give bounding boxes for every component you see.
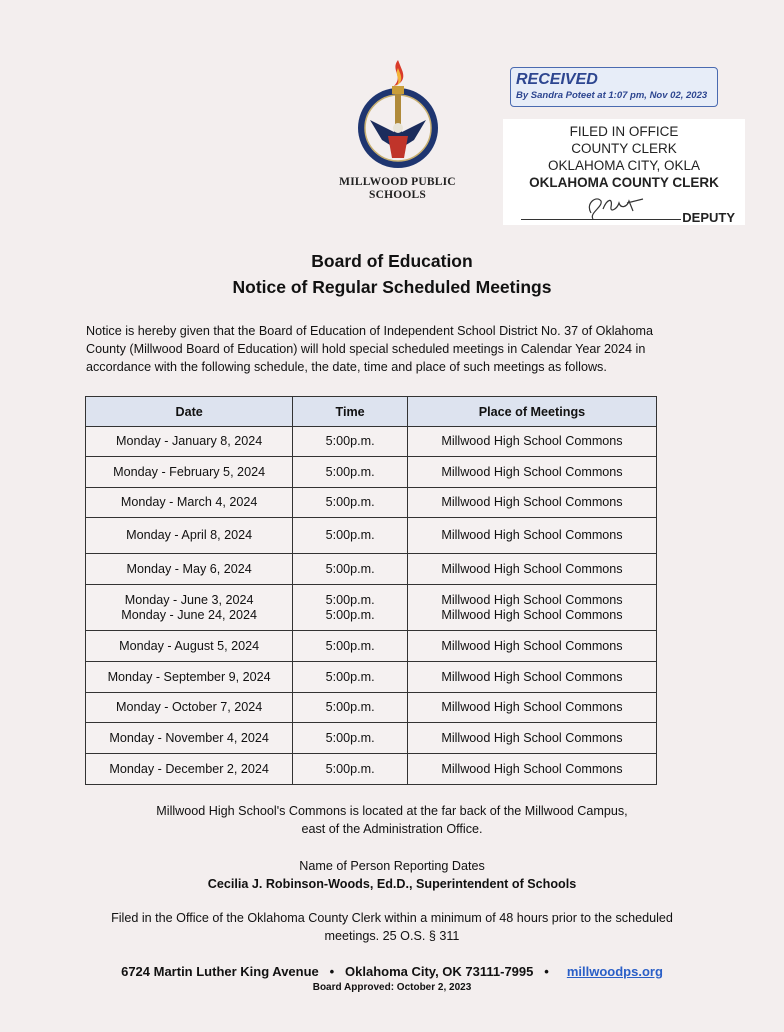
location-note-line1: Millwood High School's Commons is located at the far back of the Millwood Campus, xyxy=(156,804,628,818)
cell-date: Monday - November 4, 2024 xyxy=(86,723,293,754)
cell-time: 5:00p.m. xyxy=(293,457,408,488)
table-row xyxy=(86,488,657,518)
cell-date xyxy=(86,585,293,631)
cell-place: Millwood High School Commons xyxy=(407,488,656,518)
cell-time: 5:00p.m. xyxy=(293,488,408,518)
table-row xyxy=(86,427,657,457)
cell-place: Millwood High School Commons xyxy=(407,723,656,754)
table-row xyxy=(86,585,657,631)
table-row xyxy=(86,631,657,662)
cell-time: 5:00p.m. xyxy=(293,693,408,723)
cell-date: Monday - January 8, 2024 xyxy=(86,427,293,457)
meeting-schedule-table xyxy=(85,396,657,785)
table-row xyxy=(86,662,657,693)
district-name-line2: SCHOOLS xyxy=(368,189,426,201)
cell-date-second: Monday - June 24, 2024 xyxy=(121,607,258,622)
clerk-signature xyxy=(583,191,653,221)
cell-place-first: Millwood High School Commons xyxy=(441,592,623,607)
table-row xyxy=(86,518,657,554)
cell-place: Millwood High School Commons xyxy=(407,427,656,457)
intro-paragraph: Notice is hereby given that the Board of Education of Independent School District No. 37 of Oklahoma County (Millwood Board of Education) will hold special scheduled meetings in Calendar Year 2024 in accordance with the following schedule, the date, time and place of such meetings as follows. xyxy=(86,324,654,374)
cell-place: Millwood High School Commons xyxy=(407,693,656,723)
cell-date: Monday - September 9, 2024 xyxy=(86,662,293,693)
page-subtitle: Notice of Regular Scheduled Meetings xyxy=(232,277,552,297)
filed-line4: OKLAHOMA COUNTY CLERK xyxy=(529,175,719,190)
signature-line xyxy=(521,219,681,220)
district-name-line1: MILLWOOD PUBLIC xyxy=(339,176,456,188)
page-title: Board of Education xyxy=(311,251,473,271)
cell-time: 5:00p.m. xyxy=(293,427,408,457)
cell-place: Millwood High School Commons xyxy=(407,554,656,585)
header-date: Date xyxy=(86,397,293,427)
location-note-line2: east of the Administration Office. xyxy=(301,822,483,836)
received-title: RECEIVED xyxy=(516,71,598,88)
cell-place-second: Millwood High School Commons xyxy=(441,607,623,622)
filed-note-line1: Filed in the Office of the Oklahoma County Clerk within a minimum of 48 hours prior to the scheduled xyxy=(111,911,673,925)
table-row xyxy=(86,723,657,754)
filed-line2: COUNTY CLERK xyxy=(571,141,677,156)
table-row xyxy=(86,693,657,723)
cell-date: Monday - February 5, 2024 xyxy=(86,457,293,488)
cell-time-first: 5:00p.m. xyxy=(325,592,375,607)
cell-time-second: 5:00p.m. xyxy=(325,607,375,622)
cell-place: Millwood High School Commons xyxy=(407,754,656,785)
cell-place xyxy=(407,585,656,631)
footer-city: Oklahoma City, OK 73111-7995 xyxy=(345,964,534,979)
torch-eagle-seal-icon xyxy=(348,58,448,176)
cell-time: 5:00p.m. xyxy=(293,723,408,754)
received-detail: By Sandra Poteet at 1:07 pm, Nov 02, 2023 xyxy=(516,90,708,101)
reporter-name: Cecilia J. Robinson-Woods, Ed.D., Superintendent of Schools xyxy=(207,877,577,891)
cell-date: Monday - May 6, 2024 xyxy=(86,554,293,585)
cell-place: Millwood High School Commons xyxy=(407,631,656,662)
cell-date: Monday - December 2, 2024 xyxy=(86,754,293,785)
cell-time: 5:00p.m. xyxy=(293,518,408,554)
cell-time xyxy=(293,585,408,631)
filed-note-line2: meetings. 25 O.S. § 311 xyxy=(324,929,460,943)
cell-time: 5:00p.m. xyxy=(293,662,408,693)
cell-date: Monday - April 8, 2024 xyxy=(86,518,293,554)
board-approved: Board Approved: October 2, 2023 xyxy=(312,982,472,993)
filed-stamp xyxy=(503,119,745,225)
header-place: Place of Meetings xyxy=(407,397,656,427)
cell-date: Monday - October 7, 2024 xyxy=(86,693,293,723)
received-stamp xyxy=(510,67,718,107)
filed-line1: FILED IN OFFICE xyxy=(569,124,679,139)
cell-date-first: Monday - June 3, 2024 xyxy=(124,592,254,607)
district-logo xyxy=(330,58,465,202)
footer-street: 6724 Martin Luther King Avenue xyxy=(121,964,319,979)
footer-address: 6724 Martin Luther King Avenue • Oklahoma City, OK 73111-7995 • millwoodps.org xyxy=(121,964,663,979)
website-link[interactable]: millwoodps.org xyxy=(566,964,663,979)
header-time: Time xyxy=(293,397,408,427)
deputy-label: DEPUTY xyxy=(682,210,735,225)
cell-time: 5:00p.m. xyxy=(293,754,408,785)
table-header-row xyxy=(86,397,657,427)
cell-time: 5:00p.m. xyxy=(293,631,408,662)
reporter-label: Name of Person Reporting Dates xyxy=(299,859,485,873)
cell-time: 5:00p.m. xyxy=(293,554,408,585)
filed-line3: OKLAHOMA CITY, OKLA xyxy=(547,158,701,173)
cell-place: Millwood High School Commons xyxy=(407,662,656,693)
table-row xyxy=(86,554,657,585)
cell-date: Monday - August 5, 2024 xyxy=(86,631,293,662)
cell-date: Monday - March 4, 2024 xyxy=(86,488,293,518)
table-row xyxy=(86,457,657,488)
table-row xyxy=(86,754,657,785)
cell-place: Millwood High School Commons xyxy=(407,457,656,488)
cell-place: Millwood High School Commons xyxy=(407,518,656,554)
